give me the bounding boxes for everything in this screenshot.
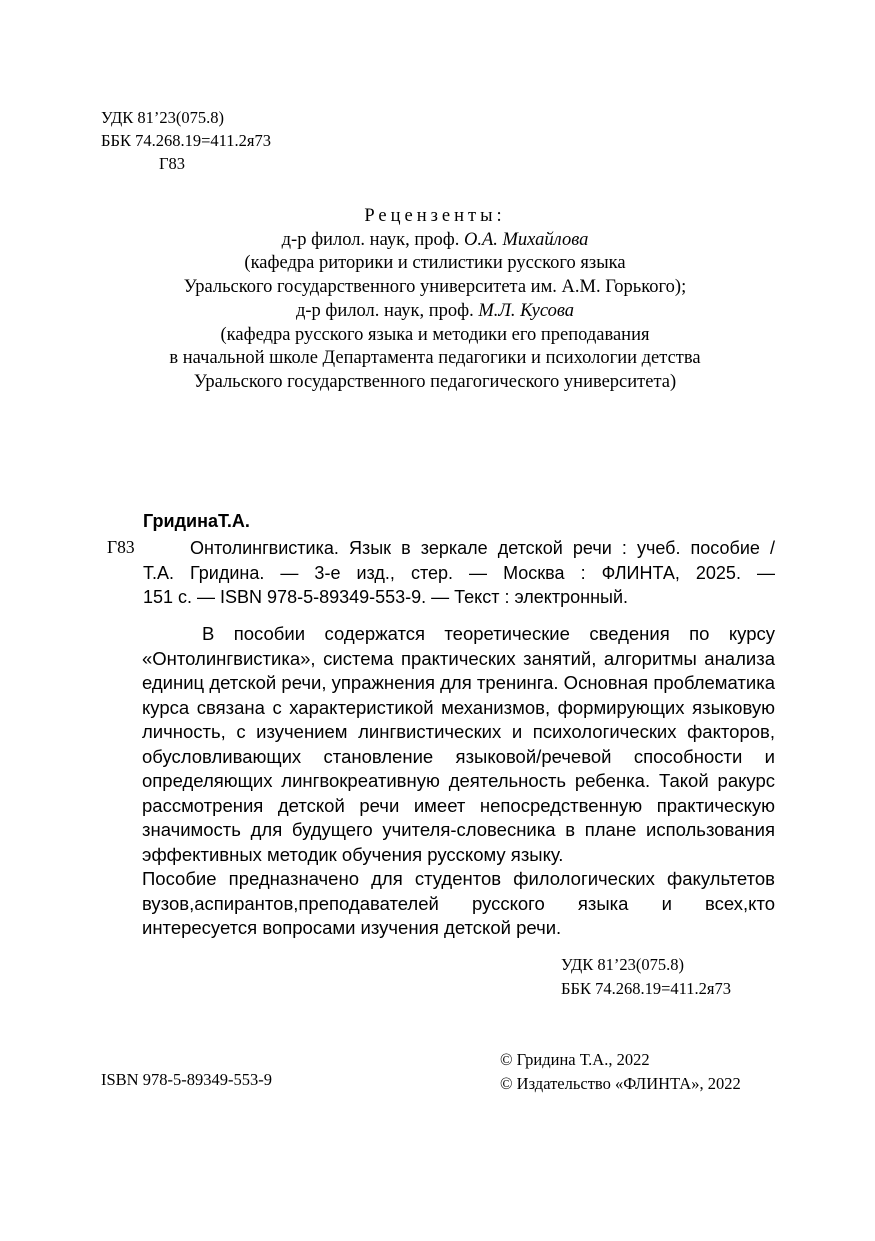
copyright-publisher: © Издательство «ФЛИНТА», 2022 — [500, 1074, 741, 1093]
reviewer-2-degree: д-р филол. наук, проф. — [295, 300, 474, 321]
footer-bbk: ББК 74.268.19=411.2я73 — [561, 979, 731, 998]
classification-block-bottom — [561, 953, 731, 1001]
abstract-paragraph-1: В пособии содержатся теоретические сведения по курсу «Онтолингвистика», система практических занятий, алгоритмы анализа единиц детской речи, упражнения для тренинга. Основная проблематика курса связана с характеристикой механизмов, формирующих языковую личность, с изучением лингвистических и психологических факторов, обусловливающих становление языковой/речевой способности и определяющих лингвокреативную деятельность ребенка. Такой ракурс рассмотрения детской речи имеет непосредственную практическую значимость для будущего учителя-словесника в плане использования эффективных методик обучения русскому языку. — [142, 623, 775, 865]
author-sign: Г83 — [159, 154, 186, 173]
reviewer-1-affiliation-2: Уральского государственного университета им. А.М. Горького); — [183, 277, 687, 298]
reviewers-heading: Рецензенты: — [364, 206, 506, 226]
abstract-paragraph-2: Пособие предназначено для студентов филологических факультетов вузов,аспирантов,преподавателей русского языка и всех,кто интересуется вопросами изучения детской речи. — [142, 868, 775, 938]
reviewer-2-affiliation-2: в начальной школе Департамента педагогики и психологии детства — [169, 348, 701, 369]
reviewer-2 — [100, 300, 770, 324]
reviewer-1-name: О.А. Михайлова — [463, 229, 589, 250]
reviewer-1 — [100, 229, 770, 253]
catalog-code: Г83 — [107, 537, 135, 557]
reviewer-1-affiliation-1: (кафедра риторики и стилистики русского языка — [244, 253, 626, 274]
udk-code: УДК 81’23(075.8) — [101, 108, 225, 127]
reviewer-1-degree: д-р филол. наук, проф. — [281, 229, 460, 250]
reviewers-block — [100, 205, 770, 395]
author-heading: ГридинаТ.А. — [143, 511, 250, 531]
abstract — [142, 622, 775, 941]
copyright-block — [500, 1048, 741, 1096]
isbn: ISBN 978-5-89349-553-9 — [101, 1070, 272, 1089]
biblio-line-3: 151 с. — ISBN 978-5-89349-553-9. — Текст : электронный. — [143, 587, 629, 607]
footer-udk: УДК 81’23(075.8) — [561, 955, 685, 974]
reviewer-2-name: М.Л. Кусова — [478, 300, 575, 321]
bbk-code: ББК 74.268.19=411.2я73 — [101, 131, 271, 150]
reviewer-2-affiliation-3: Уральского государственного педагогического университета) — [193, 371, 677, 392]
copyright-author: © Гридина Т.А., 2022 — [500, 1050, 650, 1069]
biblio-line-1: Онтолингвистика. Язык в зеркале детской речи : учеб. пособие / — [190, 538, 775, 558]
classification-block-top — [101, 106, 271, 175]
reviewer-2-affiliation-1: (кафедра русского языка и методики его преподавания — [220, 324, 650, 345]
bibliographic-record — [143, 536, 775, 610]
biblio-line-2: Т.А. Гридина. — 3-е изд., стер. — Москва : ФЛИНТА, 2025. — — [143, 562, 775, 583]
